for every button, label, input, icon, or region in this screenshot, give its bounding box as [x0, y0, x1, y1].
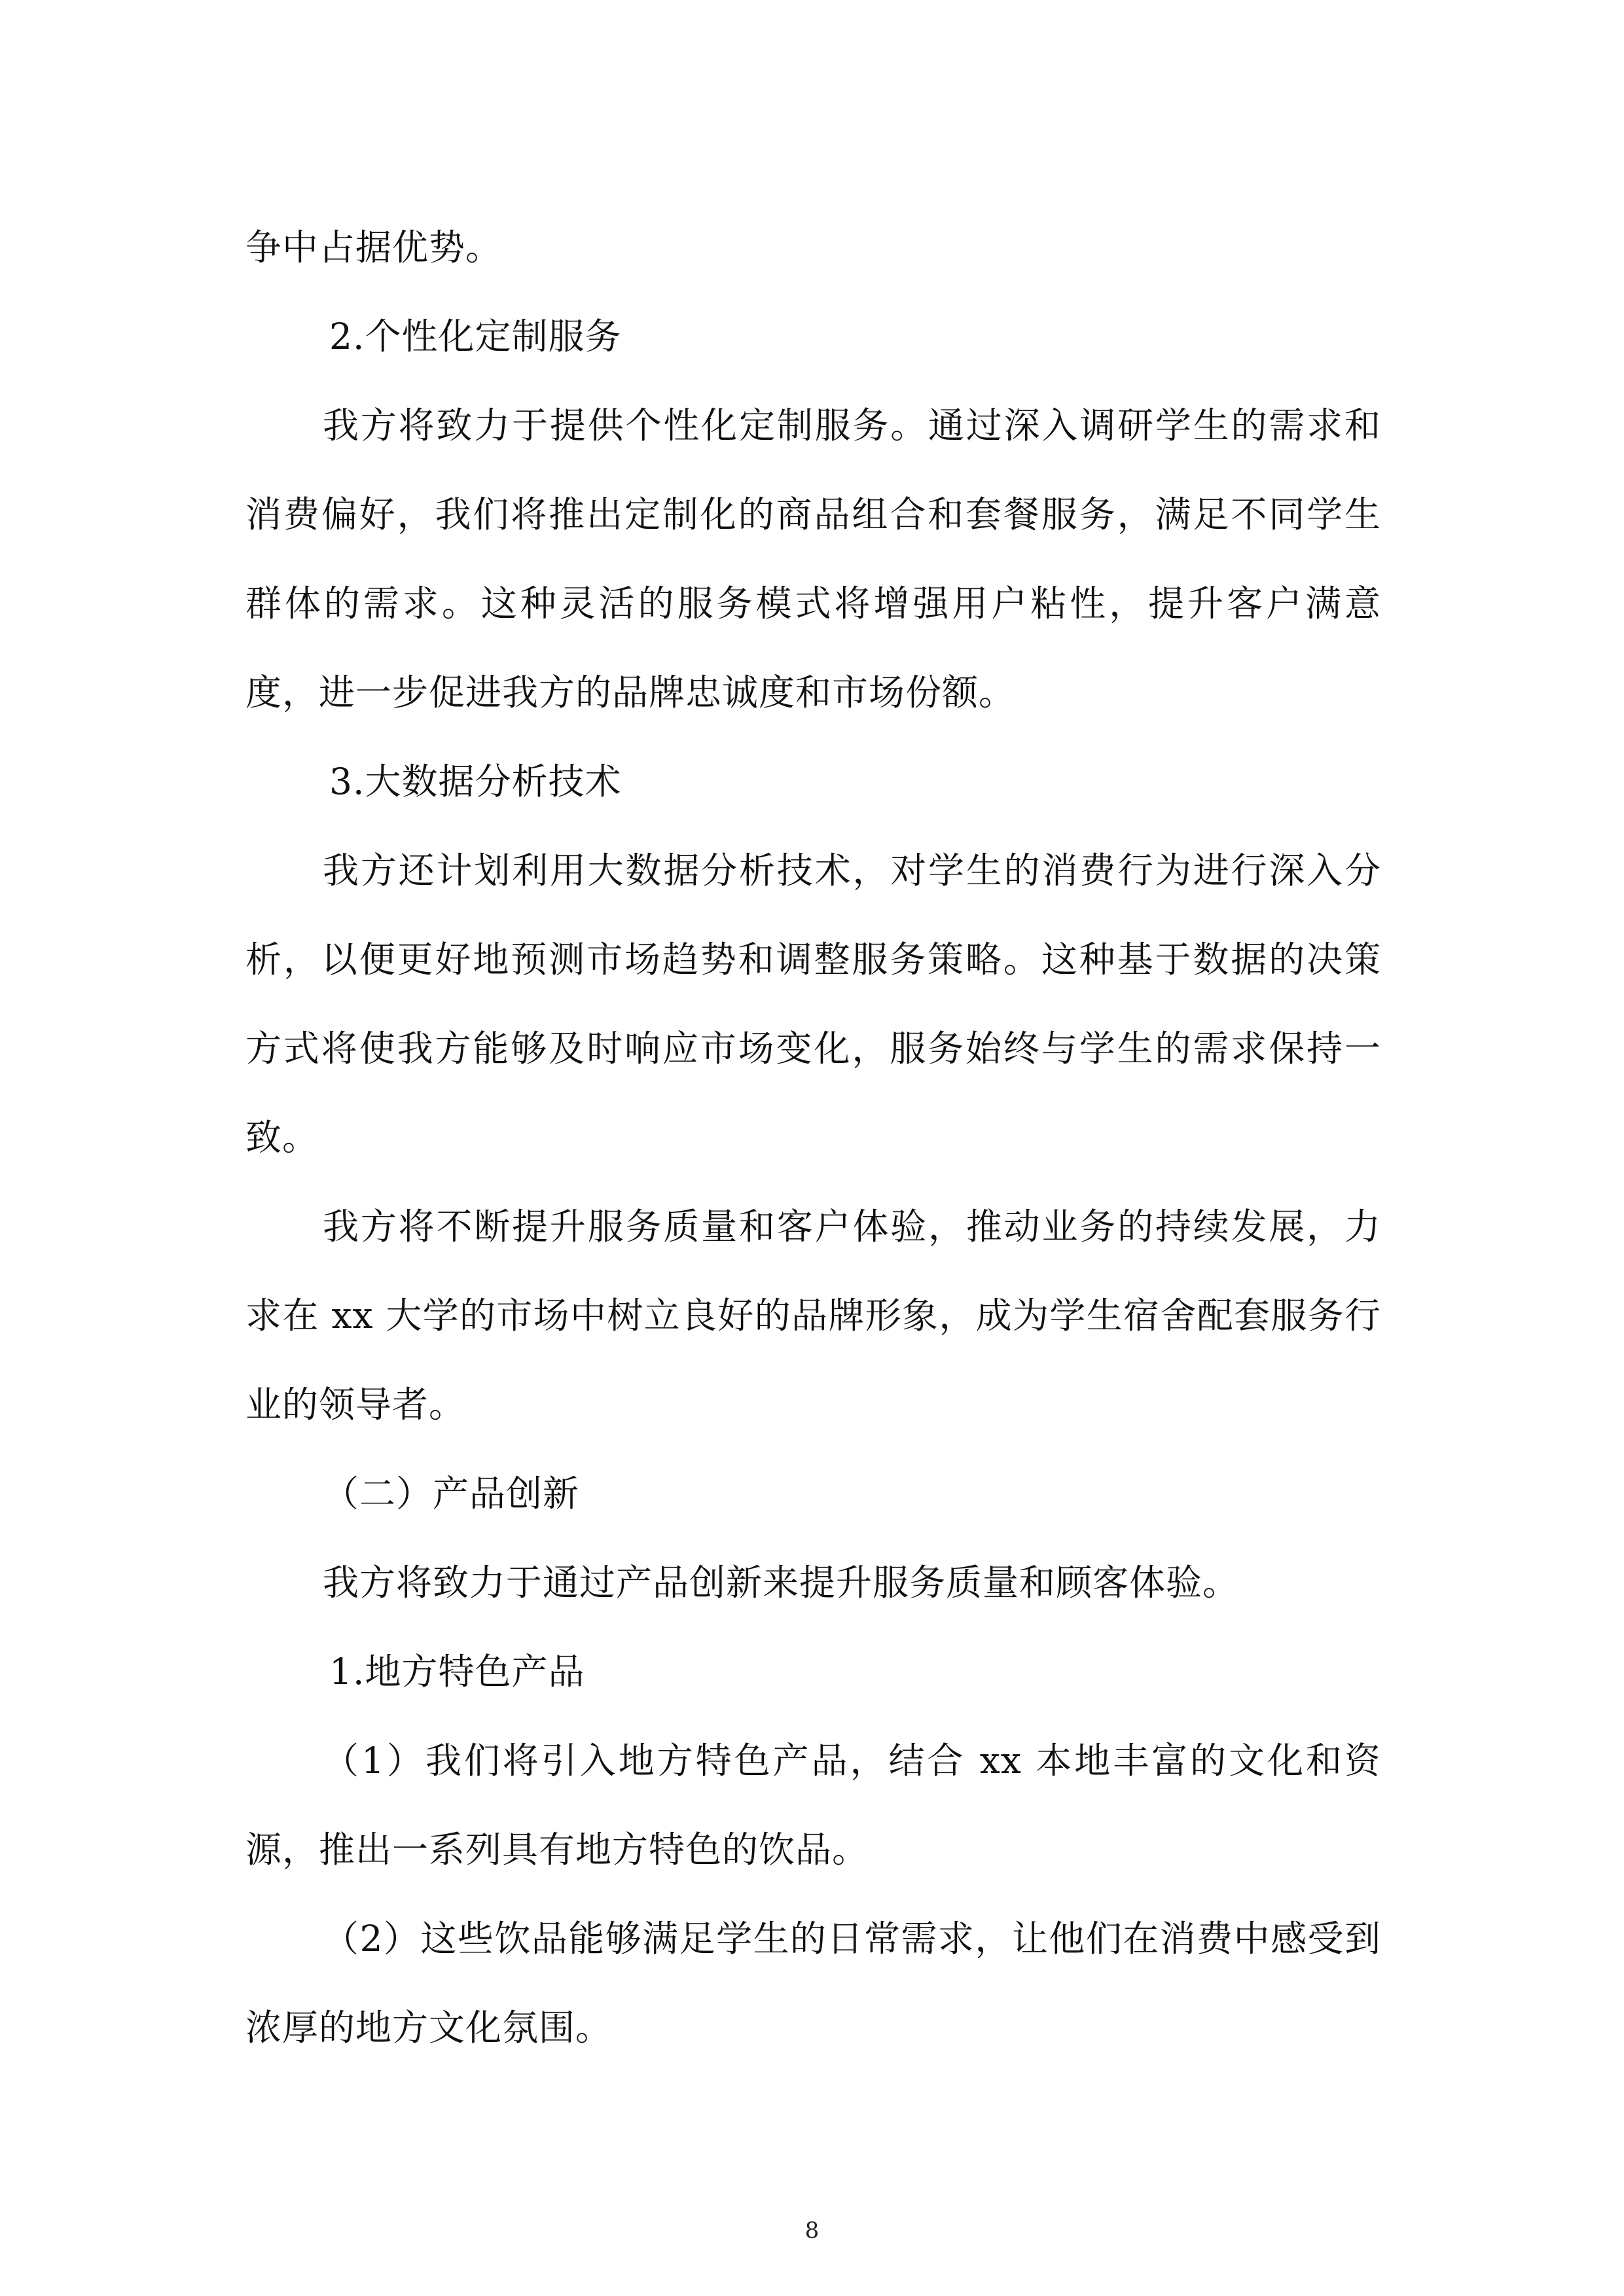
page-number: 8: [804, 2217, 820, 2244]
section-heading-personalized-service: 2.个性化定制服务: [329, 315, 622, 357]
paragraph-big-data: 我方还计划利用大数据分析技术，对学生的消费行为进行深入分析，以便更好地预测市场趋势和调整服务策略。这种基于数据的决策方式将使我方能够及时响应市场变化，服务始终与学生的需求保持一致。: [245, 850, 1381, 1158]
paragraph-local-products-1: （1）我们将引入地方特色产品，结合 xx 本地丰富的文化和资源，推出一系列具有地方特色的饮品。: [245, 1740, 1381, 1871]
paragraph-service-quality: 我方将不断提升服务质量和客户体验，推动业务的持续发展，力求在 xx 大学的市场中树立良好的品牌形象，成为学生宿舍配套服务行业的领导者。: [245, 1206, 1381, 1426]
section-heading-big-data: 3.大数据分析技术: [329, 761, 622, 802]
paragraph-personalized-service: 我方将致力于提供个性化定制服务。通过深入调研学生的需求和消费偏好，我们将推出定制化的商品组合和套餐服务，满足不同学生群体的需求。这种灵活的服务模式将增强用户粘性，提升客户满意度，进一步促进我方的品牌忠诚度和市场份额。: [245, 404, 1381, 713]
section-heading-product-innovation: （二）产品创新: [323, 1473, 580, 1515]
paragraph-product-innovation: 我方将致力于通过产品创新来提升服务质量和顾客体验。: [323, 1562, 1240, 1604]
paragraph-continuation: 争中占据优势。: [245, 226, 503, 268]
page-body: [245, 203, 1381, 2072]
paragraph-local-products-2: （2）这些饮品能够满足学生的日常需求，让他们在消费中感受到浓厚的地方文化氛围。: [245, 1918, 1381, 2049]
section-heading-local-products: 1.地方特色产品: [329, 1651, 585, 1693]
